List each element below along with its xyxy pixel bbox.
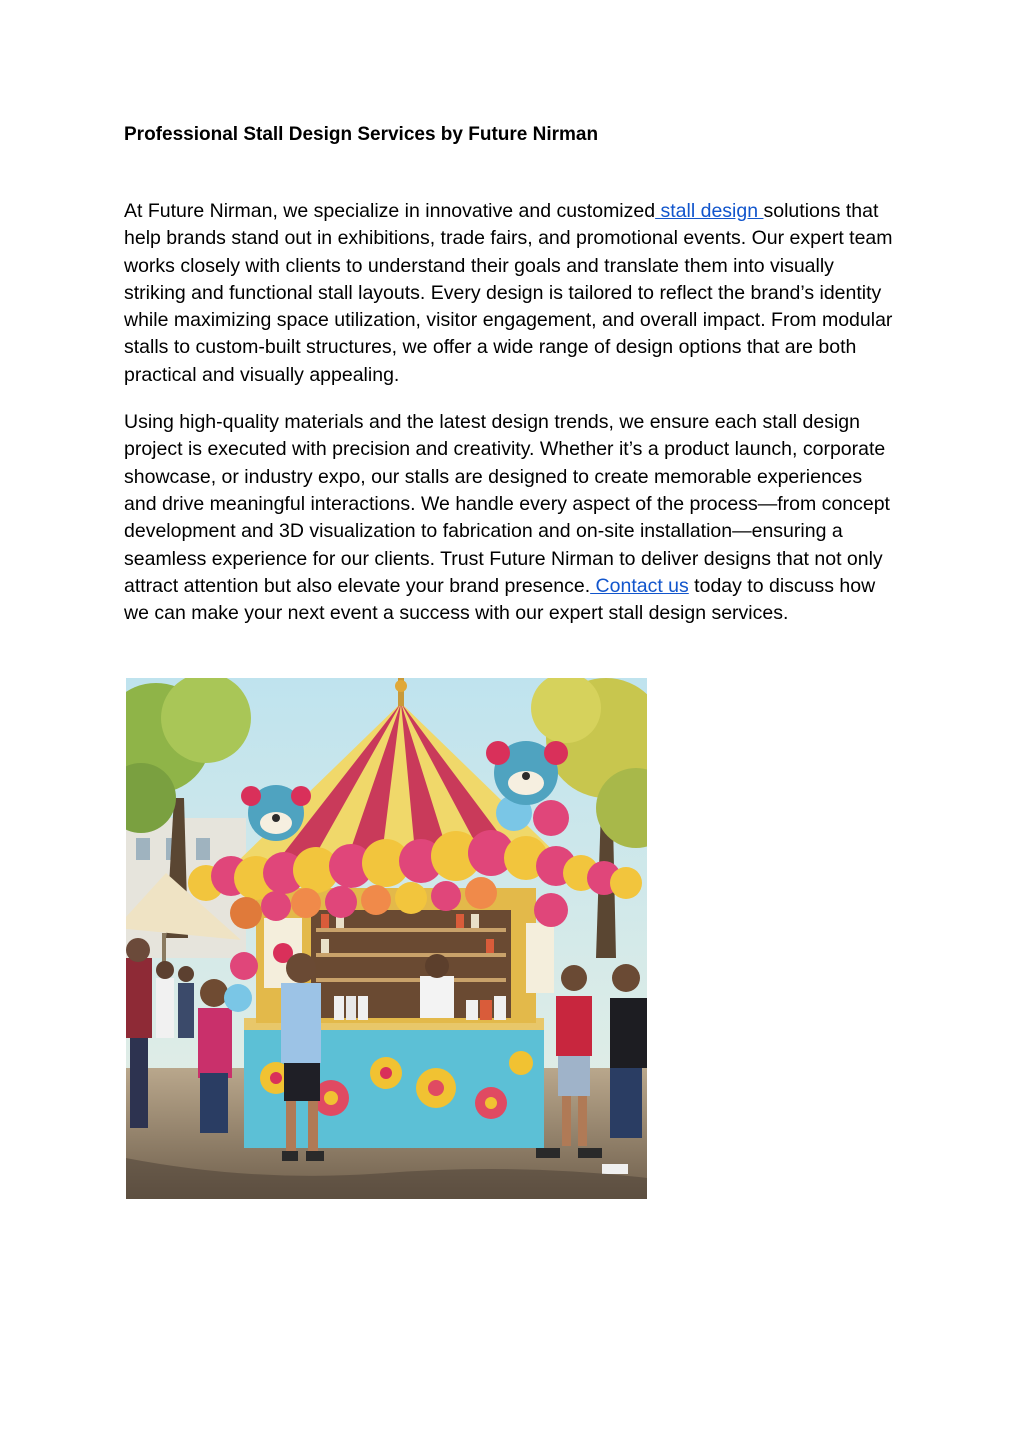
stall-illustration-image (126, 678, 647, 1199)
intro-text-end: solutions that help brands stand out in exhibitions, trade fairs, and promotional events. Our expert team works closely with clients to understand their goals and translate them into visually striking and functional stall layouts. Every design is tailored to reflect the brand’s identity while maximizing space utilization, visitor engagement, and overall impact. From modular stalls to custom-built structures, we offer a wide range of design options that are both practical and visually appealing. (124, 200, 893, 386)
stall-design-link[interactable]: stall design (655, 200, 764, 222)
details-text-start: Using high-quality materials and the latest design trends, we ensure each stall design project is executed with precision and creativity. Whether it’s a product launch, corporate showcase, or industry expo, our stalls are designed to create memorable experiences and drive meaningful interactions. We handle every aspect of the process—from concept development and 3D visualization to fabrication and on-site installation—ensuring a seamless experience for our clients. Trust Future Nirman to deliver designs that not only attract attention but also elevate your brand presence. (124, 411, 890, 597)
contact-us-link[interactable]: Contact us (590, 574, 689, 597)
vendor (420, 976, 454, 1018)
document-body (124, 120, 899, 627)
intro-paragraph (124, 198, 899, 389)
intro-text-start: At Future Nirman, we specialize in innovative and customized (124, 200, 656, 222)
details-text-end: today to discuss how we can make your next event a success with our expert stall design services. (124, 574, 876, 625)
stall-sign-right (526, 923, 554, 993)
page-title: Professional Stall Design Services by Future Nirman (124, 124, 599, 145)
details-paragraph (124, 409, 899, 627)
